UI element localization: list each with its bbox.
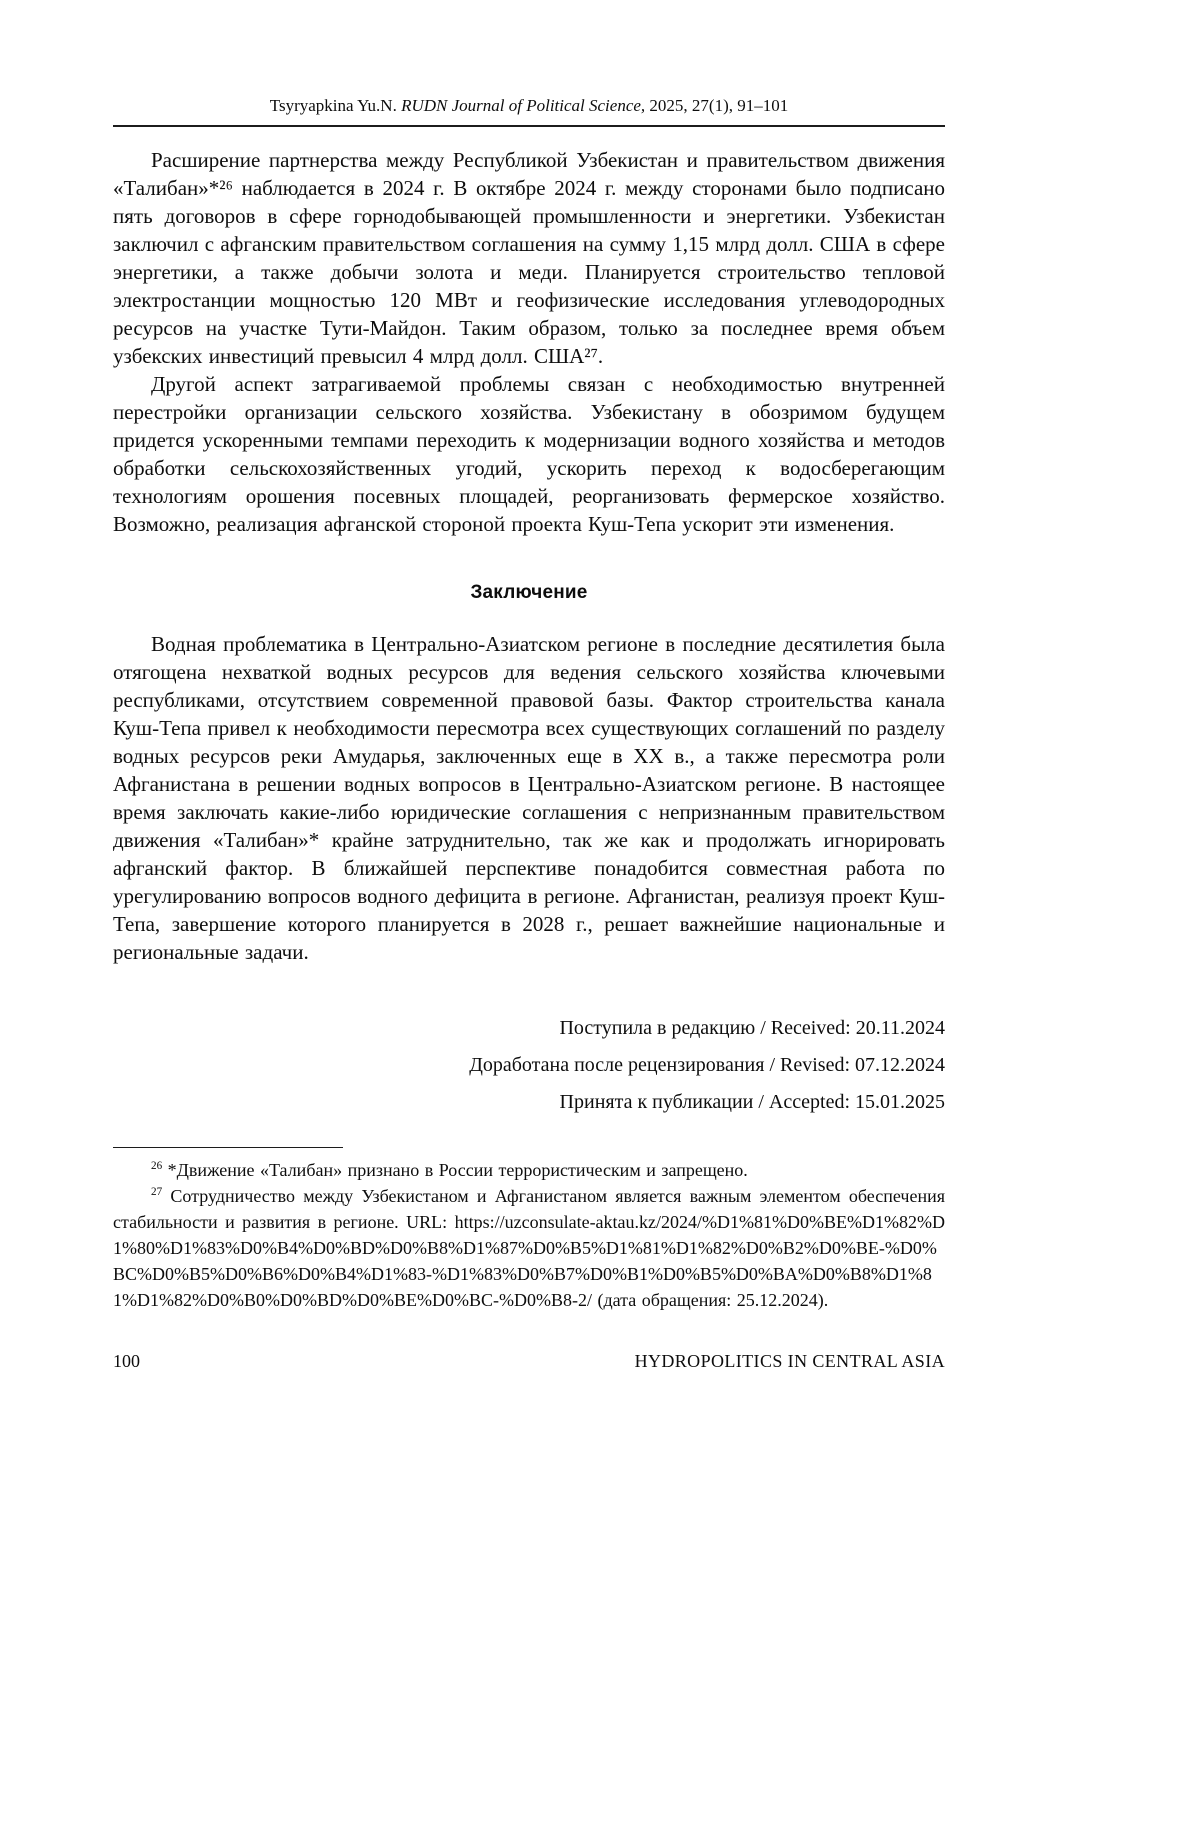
- page-footer: [113, 1351, 945, 1372]
- header-rule: [113, 125, 945, 127]
- body-paragraph-conclusion: Водная проблематика в Центрально-Азиатском регионе в последние десятилетия была отягощена нехваткой водных ресурсов для ведения сельского хозяйства ключевыми республиками, отсутствием современной правовой базы. Фактор строительства канала Куш-Тепа привел к необходимости пересмотра всех существующих соглашений по разделу водных ресурсов реки Амударья, заключенных еще в XX в., а также пересмотра роли Афганистана в решении водных вопросов в Центрально-Азиатском регионе. В настоящее время заключать какие-либо юридические соглашения с непризнанным правительством движения «Талибан»* крайне затруднительно, так же как и продолжать игнорировать афганский фактор. В ближайшей перспективе понадобится совместная работа по урегулированию вопросов водного дефицита в регионе. Афганистан, реализуя проект Куш-Тепа, завершение которого планируется в 2028 г., решает важнейшие национальные и региональные задачи.: [113, 632, 945, 964]
- header-journal-title: RUDN Journal of Political Science,: [401, 96, 646, 115]
- date-accepted: Принята к публикации / Accepted: 15.01.2025: [559, 1091, 945, 1113]
- footnote-27-url: https://uzconsulate-aktau.kz/2024/%D1%81%D0%BE%D1%82%D1%80%D1%83%D0%B4%D0%BD%D0%B8%D1%87%D0%B5%D1%81%D1%82%D0%B2%D0%BE-%D0%BC%D0%B5%D0%B6%D0%B4%D1%83-%D1%83%D0%B7%D0%B1%D0%B5%D0%BA%D0%B8%D1%81%D1%82%D0%B0%D0%BD%D0%BE%D0%BC-%D0%B8-2/: [113, 1212, 945, 1310]
- footer-running-title: HYDROPOLITICS IN CENTRAL ASIA: [634, 1351, 945, 1371]
- submission-dates-block: [113, 1010, 945, 1121]
- footnote-separator-rule: [113, 1147, 343, 1148]
- footnote-27-text: Сотрудничество между Узбекистаном и Афганистаном является важным элементом обеспечения стабильности и развития в регионе. URL:: [113, 1186, 945, 1232]
- text-column: [113, 96, 945, 1372]
- date-received: Поступила в редакцию / Received: 20.11.2024: [559, 1017, 945, 1039]
- date-revised: Доработана после рецензирования / Revised: 07.12.2024: [469, 1054, 945, 1076]
- header-author: Tsyryapkina Yu.N.: [269, 96, 402, 115]
- header-issue-info: 2025, 27(1), 91–101: [645, 96, 789, 115]
- footnote-26: [113, 1157, 945, 1183]
- body-paragraph-investments: Расширение партнерства между Республикой Узбекистан и правительством движения «Талибан»*²⁶ наблюдается в 2024 г. В октябре 2024 г. между сторонами было подписано пять договоров в сфере горнодобывающей промышленности и энергетики. Узбекистан заключил с афганским правительством соглашения на сумму 1,15 млрд долл. США в сфере энергетики, а также добычи золота и меди. Планируется строительство тепловой электростанции мощностью 120 МВт и геофизические исследования углеводородных ресурсов на участке Тути-Майдон. Таким образом, только за последнее время объем узбекских инвестиций превысил 4 млрд долл. США²⁷.: [113, 148, 945, 368]
- footnotes-block: [113, 1147, 945, 1313]
- article-body: [113, 146, 945, 966]
- page-number: 100: [113, 1351, 140, 1371]
- footnote-27-access-date: (дата обращения: 25.12.2024).: [591, 1290, 829, 1310]
- footnote-27: [113, 1183, 945, 1313]
- footnote-27-marker: 27: [151, 1186, 163, 1198]
- footnote-26-text: *Движение «Талибан» признано в России террористическим и запрещено.: [162, 1160, 748, 1180]
- footnote-26-marker: 26: [151, 1160, 163, 1172]
- section-heading-conclusion: Заключение: [470, 582, 588, 603]
- running-header: [113, 96, 945, 116]
- body-paragraph-agriculture: Другой аспект затрагиваемой проблемы связан с необходимостью внутренней перестройки организации сельского хозяйства. Узбекистану в обозримом будущем придется ускоренными темпами переходить к модернизации водного хозяйства и методов обработки сельскохозяйственных угодий, ускорить переход к водосберегающим технологиям орошения посевных площадей, реорганизовать фермерское хозяйство. Возможно, реализация афганской стороной проекта Куш-Тепа ускорит эти изменения.: [113, 372, 945, 536]
